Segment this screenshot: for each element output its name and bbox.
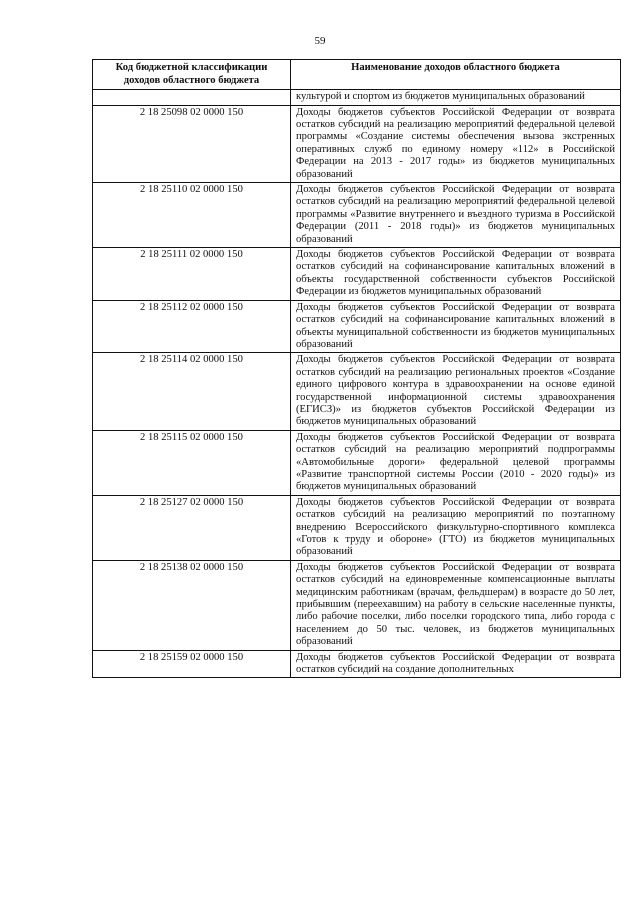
table-row	[93, 430, 621, 495]
row-code	[93, 90, 291, 105]
table-row	[93, 560, 621, 650]
budget-classification-table	[92, 59, 621, 678]
row-name: Доходы бюджетов субъектов Российской Федерации от возврата остатков субсидий на реализацию региональных проектов «Создание единого цифрового контура в здравоохранении на основе единой государственной информационной системы здравоохранения (ЕГИСЗ)» из бюджетов субъектов Российской Федерации из бюджетов муниципальных образований	[291, 353, 621, 430]
row-name: Доходы бюджетов субъектов Российской Федерации от возврата остатков субсидий на софинансирование капитальных вложений в объекты муниципальной собственности из бюджетов муниципальных образований	[291, 300, 621, 353]
row-code: 2 18 25111 02 0000 150	[93, 248, 291, 301]
table-row	[93, 495, 621, 560]
table-row	[93, 105, 621, 182]
row-code: 2 18 25112 02 0000 150	[93, 300, 291, 353]
row-code: 2 18 25115 02 0000 150	[93, 430, 291, 495]
row-code: 2 18 25114 02 0000 150	[93, 353, 291, 430]
row-code: 2 18 25098 02 0000 150	[93, 105, 291, 182]
table-row	[93, 650, 621, 678]
table-header-row	[93, 60, 621, 90]
row-name: Доходы бюджетов субъектов Российской Федерации от возврата остатков субсидий на реализацию мероприятий подпрограммы «Автомобильные дороги» федеральной целевой программы «Развитие транспортной системы России (2010 - 2020 годы)» из бюджетов муниципальных образований	[291, 430, 621, 495]
row-code: 2 18 25127 02 0000 150	[93, 495, 291, 560]
page-number: 59	[314, 35, 326, 47]
row-name: Доходы бюджетов субъектов Российской Федерации от возврата остатков субсидий на единовременные компенсационные выплаты медицинским работникам (врачам, фельдшерам) в возрасте до 50 лет, прибывшим (переехавшим) на работу в сельские населенные пункты, либо рабочие поселки, либо поселки городского типа, либо города с населением до 50 тыс. человек, из бюджетов муниципальных образований	[291, 560, 621, 650]
row-name: Доходы бюджетов субъектов Российской Федерации от возврата остатков субсидий на реализацию мероприятий федеральной целевой программы «Развитие внутреннего и въездного туризма в Российской Федерации (2011 - 2018 годы)» из бюджетов муниципальных образований	[291, 183, 621, 248]
header-code: Код бюджетной классификации доходов областного бюджета	[93, 60, 291, 90]
row-name: Доходы бюджетов субъектов Российской Федерации от возврата остатков субсидий на софинансирование капитальных вложений в объекты государственной собственности субъектов Российской Федерации из бюджетов муниципальных образований	[291, 248, 621, 301]
header-name: Наименование доходов областного бюджета	[291, 60, 621, 90]
row-name: Доходы бюджетов субъектов Российской Федерации от возврата остатков субсидий на реализацию мероприятий по поэтапному внедрению Всероссийского физкультурно-спортивного комплекса «Готов к труду и обороне» (ГТО) из бюджетов муниципальных образований	[291, 495, 621, 560]
table-row	[93, 90, 621, 105]
table-row	[93, 183, 621, 248]
row-code: 2 18 25138 02 0000 150	[93, 560, 291, 650]
table-row	[93, 353, 621, 430]
row-code: 2 18 25110 02 0000 150	[93, 183, 291, 248]
table-row	[93, 300, 621, 353]
row-name: Доходы бюджетов субъектов Российской Федерации от возврата остатков субсидий на реализацию мероприятий федеральной целевой программы «Создание системы обеспечения вызова экстренных оперативных служб по единому номеру «112» в Российской Федерации на 2013 - 2017 годы» из бюджетов муниципальных образований	[291, 105, 621, 182]
table-row	[93, 248, 621, 301]
row-code: 2 18 25159 02 0000 150	[93, 650, 291, 678]
row-name: Доходы бюджетов субъектов Российской Федерации от возврата остатков субсидий на создание дополнительных	[291, 650, 621, 678]
row-name: культурой и спортом из бюджетов муниципальных образований	[291, 90, 621, 105]
